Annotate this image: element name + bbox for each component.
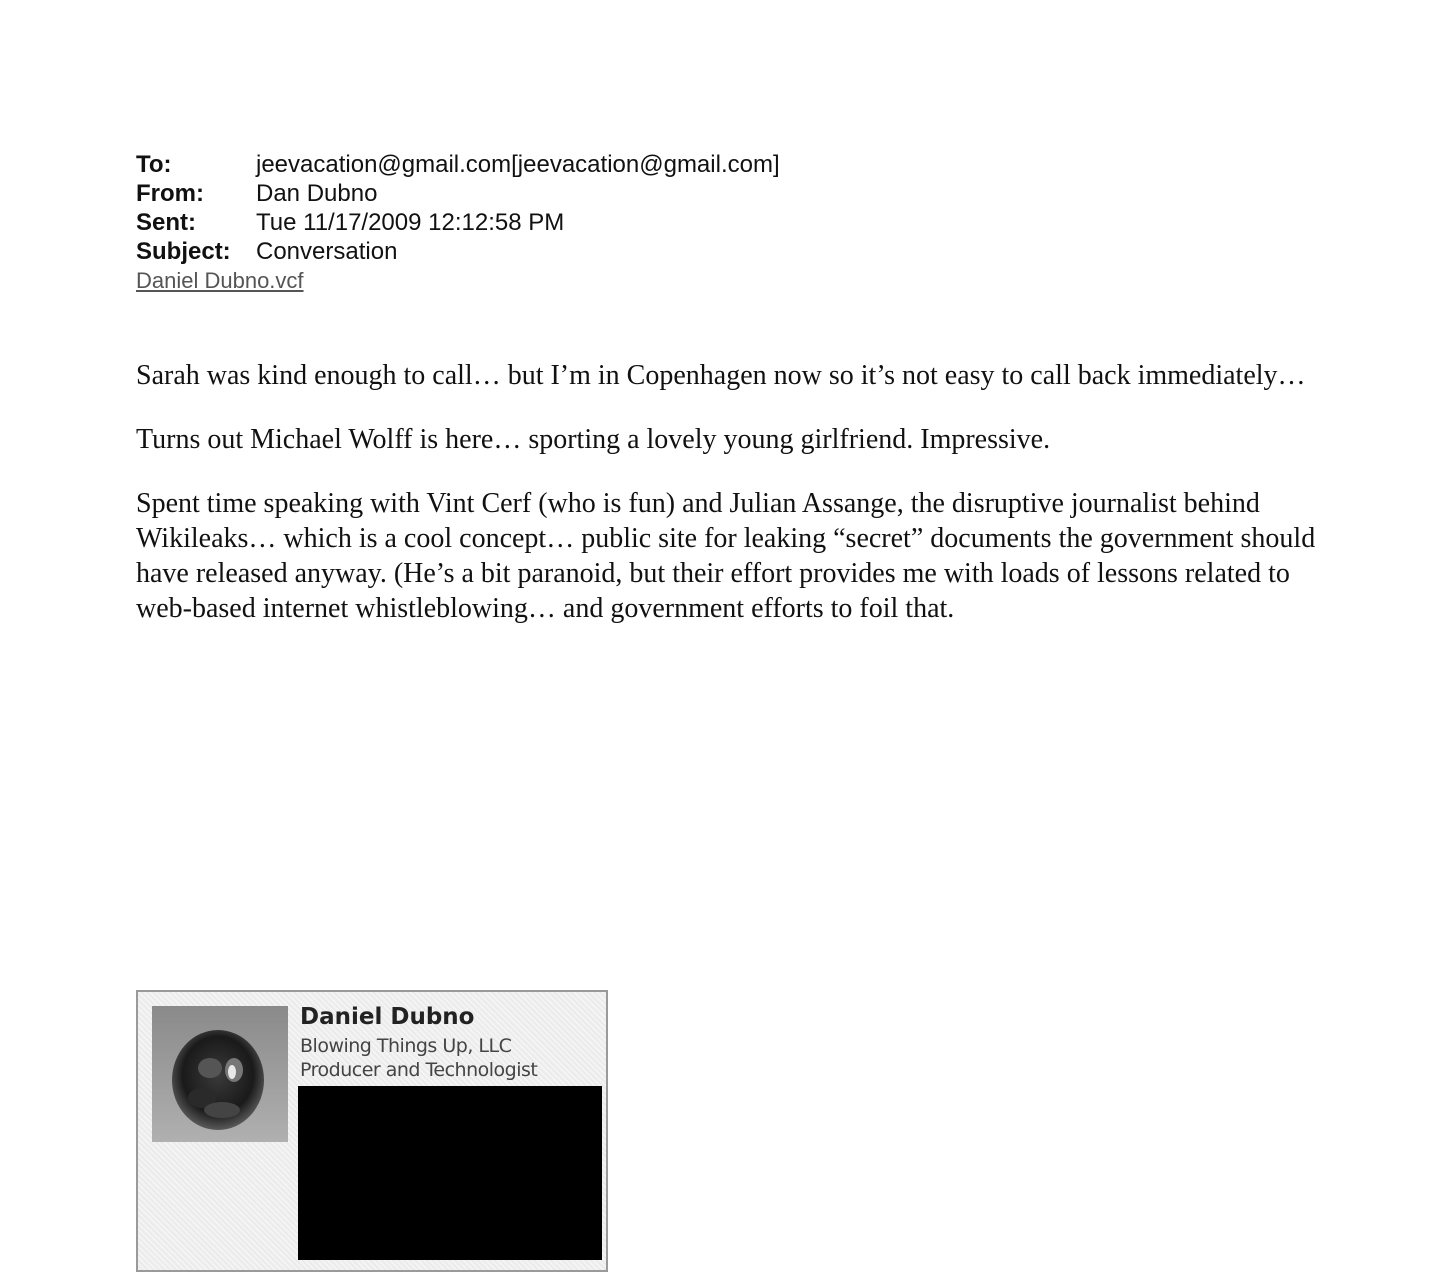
to-row	[136, 150, 780, 179]
sent-value: Tue 11/17/2009 12:12:58 PM	[256, 209, 565, 236]
to-value: jeevacation@gmail.com[jeevacation@gmail.com]	[256, 151, 780, 178]
contact-card	[136, 990, 608, 1272]
contact-name: Daniel Dubno	[300, 1004, 475, 1030]
email-body	[136, 358, 1316, 655]
contact-photo	[152, 1006, 288, 1142]
to-label: To:	[136, 151, 172, 178]
subject-label: Subject:	[136, 238, 231, 265]
subject-row	[136, 237, 780, 266]
body-paragraph: Sarah was kind enough to call… but I’m in Copenhagen now so it’s not easy to call back immediately…	[136, 360, 1306, 391]
email-header	[136, 150, 780, 295]
from-value: Dan Dubno	[256, 180, 378, 207]
vcf-attachment-link[interactable]: Daniel Dubno.vcf	[136, 268, 304, 293]
contact-company: Blowing Things Up, LLC	[300, 1035, 512, 1057]
sent-label: Sent:	[136, 209, 196, 236]
subject-value: Conversation	[256, 238, 398, 265]
from-row	[136, 179, 780, 208]
sent-row	[136, 208, 780, 237]
contact-job-title: Producer and Technologist	[300, 1059, 538, 1081]
body-paragraph: Turns out Michael Wolff is here… sporting a lovely young girlfriend. Impressive.	[136, 424, 1051, 455]
redaction-block	[298, 1086, 602, 1260]
from-label: From:	[136, 180, 204, 207]
contact-photo-image	[152, 1006, 288, 1142]
body-paragraph: Spent time speaking with Vint Cerf (who is fun) and Julian Assange, the disruptive journalist behind Wikileaks… which is a cool concept… public site for leaking “secret” documents the government should have released anyway. (He’s a bit paranoid, but their effort provides me with loads of lessons related to web-based internet whistleblowing… and government efforts to foil that.	[136, 488, 1316, 624]
